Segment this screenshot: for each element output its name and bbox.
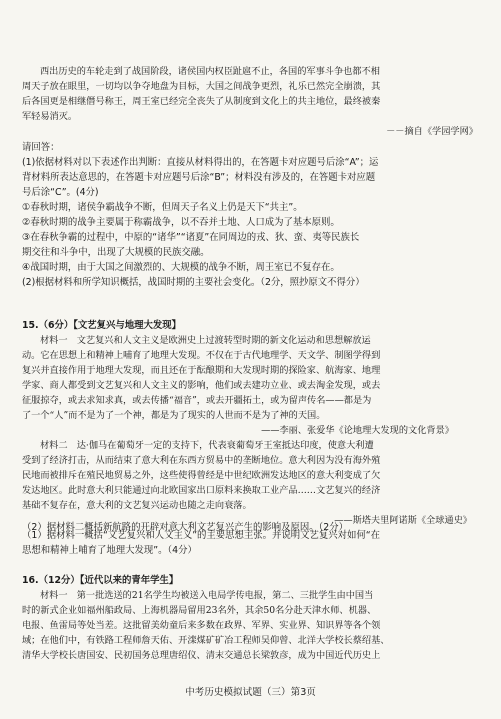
q14-question-line: (1)依据材料对以下表述作出判断：直接从材料得出的，在答题卡对应题号后涂“A”；运 bbox=[22, 157, 379, 168]
q14-statement: ③在春秋争霸的过程中，中原的“诸华”“诸夏”在同周边的戎、狄、蛮、夷等民族长 bbox=[22, 232, 360, 243]
q15-2-answer-space[interactable] bbox=[22, 538, 484, 568]
q14-source: －－摘自《学园学网》 bbox=[386, 126, 478, 137]
q16-block bbox=[22, 573, 484, 663]
q15-question-1: 思想和精神上哺育了地理大发现”。（4分） bbox=[22, 545, 197, 556]
q15-question-2-block bbox=[22, 520, 484, 535]
q15-m1-source: ——李丽、张爱华《论地理大发现的文化背景》 bbox=[261, 425, 454, 436]
q16-material-line: 电报、鱼雷局等处当差。这批留美幼童后来多数在政界、军界、实业界、知识界等各个领 bbox=[22, 620, 381, 631]
q16-material-line: 时的新式企业如福州船政局、上海机器局留用23名外，其余50名分赴天津水师、机器、 bbox=[22, 605, 377, 616]
q14-question-line: 号后涂“C”。(4分) bbox=[22, 187, 99, 198]
q14-question-line: (2)根据材料和所学知识概括，战国时期的主要社会变化。（2分，照抄原文不得分） bbox=[22, 277, 365, 288]
q14-question-line: 请回答： bbox=[22, 142, 60, 153]
q14-material-line: 军轻易消灭。 bbox=[22, 111, 78, 122]
q15-title: 15.（6分）【文艺复兴与地理大发现】 bbox=[22, 320, 182, 331]
q14-statement: 期交往和斗争中，出现了大规模的民族交融。 bbox=[22, 247, 210, 258]
q14-material-line: 后各国更是相继僭号称王，周王室已经完全丧失了从制度到文化上的共主地位，最终被秦 bbox=[22, 96, 381, 107]
q14-material-line: 周天子放在眼里，一切均以争夺地盘为目标，大国之间战争更烈，礼乐已然完全崩溃，其 bbox=[22, 81, 381, 92]
q15-m2-source: ——斯塔夫里阿诺斯《全球通史》 bbox=[334, 515, 472, 526]
q15-material-line: 发达地区。此时意大利只能通过向北欧国家出口原料来换取工业产品……文艺复兴的经济 bbox=[22, 485, 381, 496]
q16-material-line: 清华大学校长唐国安、民初国务总理唐绍仪、清末交通总长梁敦彦，成为中国近代历史上 bbox=[22, 650, 381, 661]
q15-question-2: （2）据材料二概括新航路的开辟对意大利文艺复兴产生的影响及原因。（2分） bbox=[22, 522, 348, 533]
q14-question-line: 背材料所表达意思的，在答题卡对应题号后涂“B”；材料没有涉及的，在答题卡对应题 bbox=[22, 172, 376, 183]
q14-statement: ④战国时期，由于大国之间激烈的、大规模的战争不断，周王室已不复存在。 bbox=[22, 262, 340, 273]
q15-material-line: 了一个“人”而不是为了一个神，都是为了现实的人世而不是为了神的天国。 bbox=[22, 410, 326, 421]
q14-questions-block bbox=[22, 140, 484, 290]
q15-material-line: 基础不复存在，意大利的文艺复兴运动也随之走向衰落。 bbox=[22, 500, 252, 511]
page-footer: 中考历史模拟试题（三）第3页 bbox=[185, 687, 316, 698]
q14-statement: ②春秋时期的战争主要属于称霸战争，以不吞并土地、人口成为了基本原则。 bbox=[22, 217, 340, 228]
q16-material-line: 域；在他们中，有铁路工程师詹天佑、开滦煤矿矿冶工程师吴仰曾、北洋大学校长蔡绍基、 bbox=[22, 635, 390, 646]
q14-material-block bbox=[22, 64, 484, 139]
q15-question-1: （1）据材料一概括“文艺复兴和人文主义”的主要思想主张。并说明文艺复兴对如何“在 bbox=[22, 530, 381, 541]
q16-material-line: 材料一 第一批选送的21名学生均被送入电局学传电报，第二、三批学生由中国当 bbox=[40, 590, 374, 601]
q14-statement: ①春秋时期，诸侯争霸战争不断，但周天子名义上仍是天下“共主”。 bbox=[22, 202, 303, 213]
q14-material-line: 西出历史的车轮走到了战国阶段，诸侯国内权臣趾扈不止，各国的军事斗争也都不相 bbox=[40, 66, 380, 77]
q16-title: 16.（12分）【近代以来的青年学生】 bbox=[22, 575, 179, 586]
q15-material-line: 学家、商人都受到文艺复兴和人文主义的影响，他们或去建功立业、或去淘金发现，或去 bbox=[22, 380, 381, 391]
q14-answer-space[interactable] bbox=[22, 292, 484, 316]
q15-material-line: 材料二 达·伽马在葡萄牙一定的支持下，代表衰葡萄牙王室抵达印度，使意大利遭 bbox=[40, 440, 374, 451]
q15-material-line: 动。它在思想上和精神上哺育了地理大发现。不仅在于古代地理学、天文学、制图学得到 bbox=[22, 350, 381, 361]
q15-material-line: 材料一 文艺复兴和人文主义是欧洲史上过渡转型时期的新文化运动和思想解放运 bbox=[40, 335, 371, 346]
q15-material-line: 复兴并直接作用于地理大发现，而且还在于酝酿期和大发现时期的探险家、航海家、地理 bbox=[22, 365, 381, 376]
q15-material-line: 受到了经济打击，从而结束了意大利在东西方贸易中的垄断地位。意大利因为没有海外殖 bbox=[22, 455, 381, 466]
q15-material-line: 民地而被排斥在殖民地贸易之外，这些使得曾经是中世纪欧洲发达地区的意大利变成了欠 bbox=[22, 470, 381, 481]
q15-material-line: 征服掠夺，或去求知求真，或去传播“福音”，或去开疆拓土，或为留声传名——都是为 bbox=[22, 395, 372, 406]
